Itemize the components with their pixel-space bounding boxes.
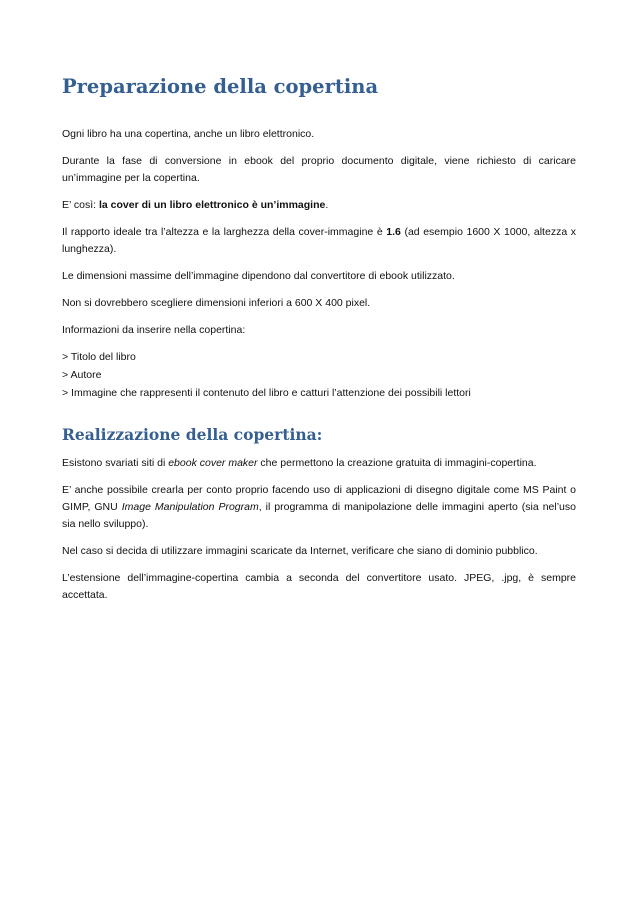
- text-run: .: [325, 199, 329, 211]
- list-item: > Immagine che rappresenti il contenuto del libro e catturi l’attenzione dei possibili lettori: [62, 387, 471, 399]
- text-run: che permettono la creazione gratuita di immagini-copertina.: [257, 457, 537, 469]
- bold-ratio: 1.6: [386, 226, 401, 238]
- paragraph-rapporto: [62, 224, 576, 258]
- paragraph-conversione: Durante la fase di conversione in ebook del proprio documento digitale, viene richiesto di caricare un’immagine per la copertina.: [62, 155, 576, 184]
- text-run: Esistono svariati siti di: [62, 457, 169, 469]
- section-title-realizzazione: Realizzazione della copertina:: [62, 425, 323, 444]
- text-run: , il programma di manipolazione delle immagini aperto (sia nel’uso sia nello sviluppo).: [62, 501, 576, 530]
- paragraph-internet: Nel caso si decida di utilizzare immagini scaricate da Internet, verificare che siano di dominio pubblico.: [62, 545, 538, 557]
- paragraph-dimensioni-massime: Le dimensioni massime dell’immagine dipendono dal convertitore di ebook utilizzato.: [62, 270, 455, 282]
- paragraph-cover-definition: [62, 197, 576, 214]
- text-run: E’ così:: [62, 199, 99, 211]
- section-title-preparazione: Preparazione della copertina: [62, 75, 379, 98]
- paragraph-dimensioni-minime: Non si dovrebbero scegliere dimensioni inferiori a 600 X 400 pixel.: [62, 297, 371, 309]
- paragraph-crearla: [62, 482, 576, 533]
- paragraph-estensione: L’estensione dell’immagine-copertina cambia a seconda del convertitore usato. JPEG, .jpg, è sempre accettata.: [62, 572, 576, 601]
- list-item: > Autore: [62, 369, 102, 381]
- text-run: Il rapporto ideale tra l’altezza e la larghezza della cover-immagine è: [62, 226, 387, 238]
- list-item: > Titolo del libro: [62, 351, 136, 363]
- italic-term: Image Manipulation Program: [121, 501, 259, 513]
- bold-emphasis: la cover di un libro elettronico è un’immagine: [98, 199, 326, 211]
- italic-term: ebook cover maker: [168, 457, 258, 469]
- text-run: (ad esempio 1600 X 1000, altezza x lunghezza).: [62, 226, 576, 255]
- paragraph-ogni-libro: Ogni libro ha una copertina, anche un libro elettronico.: [62, 128, 315, 140]
- document-page: [62, 74, 576, 614]
- paragraph-cover-maker: [62, 455, 576, 472]
- paragraph-informazioni: Informazioni da inserire nella copertina:: [62, 324, 246, 336]
- text-run: E’ anche possibile crearla per conto proprio facendo uso di applicazioni di disegno digitale come MS Paint o GIMP, GNU: [62, 484, 576, 513]
